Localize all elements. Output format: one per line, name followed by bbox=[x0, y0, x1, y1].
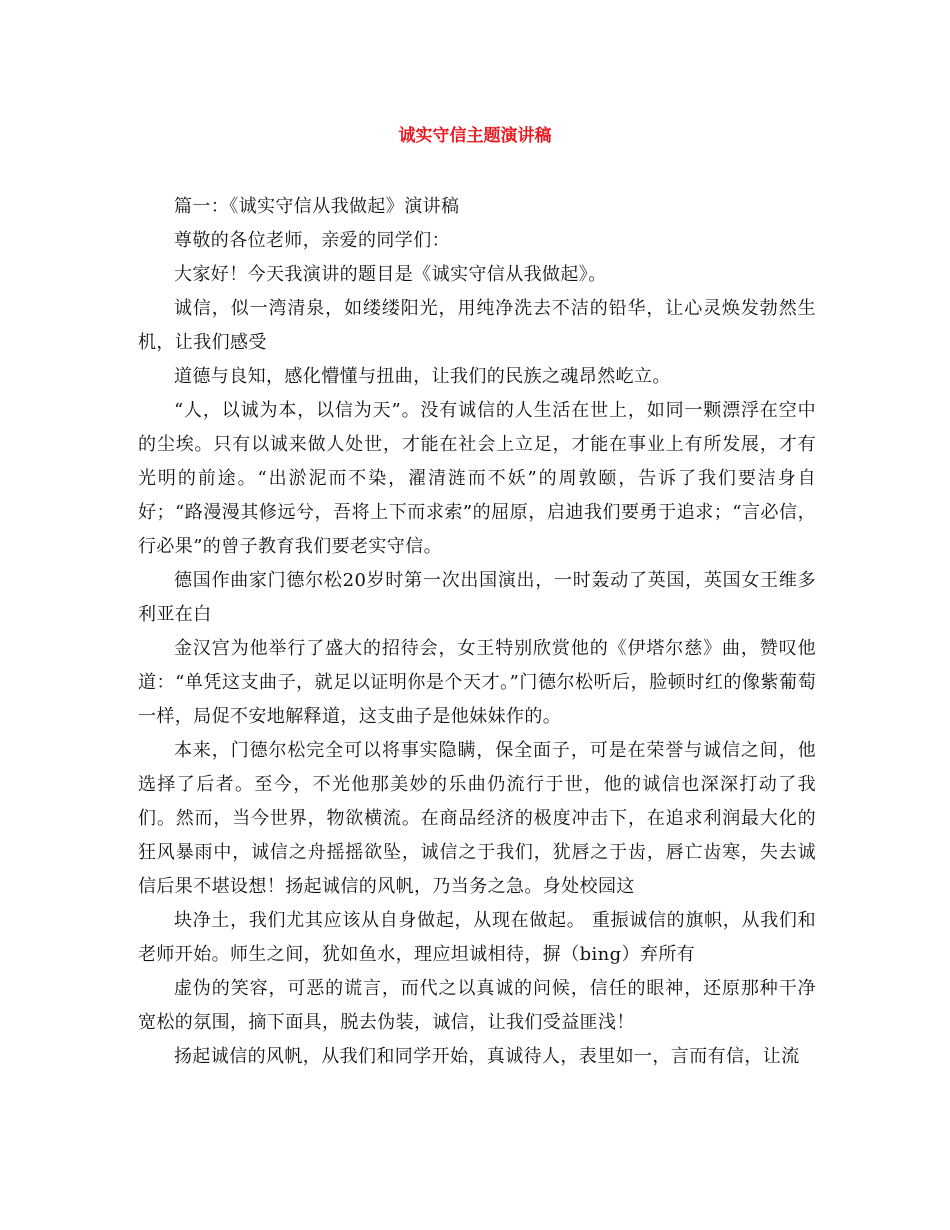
paragraph: 诚信，似一湾清泉，如缕缕阳光，用纯净洗去不洁的铅华，让心灵焕发勃然生机，让我们感受 bbox=[138, 298, 816, 353]
paragraph: 本来，门德尔松完全可以将事实隐瞒，保全面子，可是在荣誉与诚信之间，他选择了后者。至今，不光他那美妙的乐曲仍流行于世，他的诚信也深深打动了我们。然而，当今世界，物欲横流。在商品经济的极度冲击下，在追求利润最大化的狂风暴雨中，诚信之舟摇摇欲坠，诚信之于我们，犹唇之于齿，唇亡齿寒，失去诚信后果不堪设想！扬起诚信的风帆，乃当务之急。身处校园这 bbox=[138, 740, 816, 897]
paragraph: 金汉宫为他举行了盛大的招待会，女王特别欣赏他的《伊塔尔慈》曲，赞叹他道：“单凭这支曲子，就足以证明你是个天才。”门德尔松听后，脸顿时红的像紫葡萄一样，局促不安地解释道，这支曲子是他妹妹作的。 bbox=[138, 638, 816, 727]
paragraph: 篇一：《诚实守信从我做起》演讲稿 bbox=[174, 196, 460, 217]
paragraph: 德国作曲家门德尔松20岁时第一次出国演出，一时轰动了英国，英国女王维多利亚在白 bbox=[138, 570, 816, 625]
paragraph: 道德与良知，感化懵懂与扭曲，让我们的民族之魂昂然屹立。 bbox=[174, 366, 671, 387]
document-body bbox=[138, 190, 816, 1074]
paragraph: 尊敬的各位老师，亲爱的同学们： bbox=[174, 230, 450, 251]
paragraph: 大家好！今天我演讲的题目是《诚实守信从我做起》。 bbox=[174, 264, 607, 285]
paragraph: 虚伪的笑容，可恶的谎言，而代之以真诚的问候，信任的眼神，还原那种干净宽松的氛围，摘下面具，脱去伪装，诚信，让我们受益匪浅！ bbox=[138, 978, 816, 1033]
paragraph: 扬起诚信的风帆，从我们和同学开始，真诚待人，表里如一，言而有信，让流 bbox=[174, 1046, 800, 1067]
paragraph: “人，以诚为本，以信为天”。没有诚信的人生活在世上，如同一颗漂浮在空中的尘埃。只有以诚来做人处世，才能在社会上立足，才能在事业上有所发展，才有光明的前途。“出淤泥而不染，濯清涟而不妖”的周敦颐，告诉了我们要洁身自好；“路漫漫其修远兮，吾将上下而求索”的屈原，启迪我们要勇于追求；“言必信，行必果”的曾子教育我们要老实守信。 bbox=[138, 400, 816, 557]
paragraph: 块净土，我们尤其应该从自身做起，从现在做起。 重振诚信的旗帜，从我们和老师开始。师生之间，犹如鱼水，理应坦诚相待，摒（bing）弃所有 bbox=[138, 910, 816, 965]
document-title: 诚实守信主题演讲稿 bbox=[398, 126, 552, 146]
